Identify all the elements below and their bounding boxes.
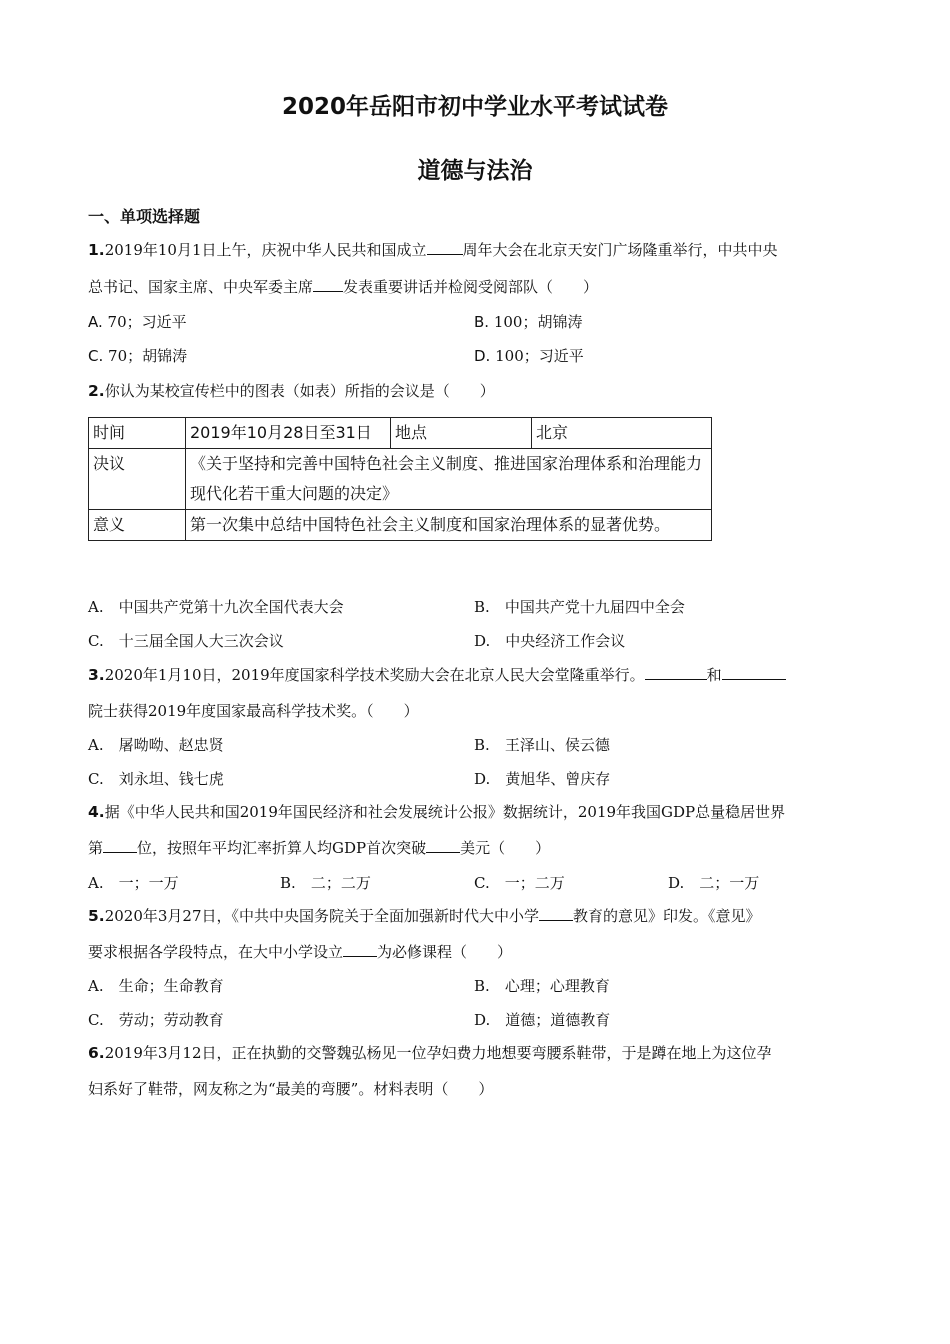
table-resolution-label: 决议 — [89, 449, 186, 510]
question-4-line-1: 4.据《中华人民共和国2019年国民经济和社会发展统计公报》数据统计，2019年我国GDP总量稳居世界 — [88, 803, 786, 821]
q2-option-b[interactable]: B. 中国共产党十九届四中全会 — [474, 598, 685, 616]
q4-option-a[interactable]: A. 一；一万 — [88, 874, 179, 892]
q3-option-d[interactable]: D. 黄旭华、曾庆存 — [474, 770, 611, 788]
q3-option-c[interactable]: C. 刘永坦、钱七虎 — [88, 770, 224, 788]
q4-option-c[interactable]: C. 一；二万 — [474, 874, 565, 892]
q3-option-b[interactable]: B. 王泽山、侯云德 — [474, 736, 610, 754]
answer-blank — [313, 277, 343, 292]
q1-option-b[interactable]: B. 100；胡锦涛 — [474, 313, 583, 331]
question-5-line-1: 5.2020年3月27日，《中共中央国务院关于全面加强新时代大中小学 教育的意见》印发。《意见》 — [88, 907, 761, 925]
table-place-label: 地点 — [391, 418, 532, 449]
question-3-line-2: 院士获得2019年度国家最高科学技术奖。（ ） — [88, 702, 419, 720]
q5-option-c[interactable]: C. 劳动；劳动教育 — [88, 1011, 224, 1029]
q5-option-d[interactable]: D. 道德；道德教育 — [474, 1011, 611, 1029]
question-3-line-1: 3.2020年1月10日，2019年度国家科学技术奖励大会在北京人民大会堂隆重举行。 和 — [88, 664, 786, 686]
answer-blank — [426, 838, 460, 853]
q2-option-c[interactable]: C. 十三届全国人大三次会议 — [88, 632, 284, 650]
q5-option-b[interactable]: B. 心理；心理教育 — [474, 977, 610, 995]
exam-title: 2020年岳阳市初中学业水平考试试卷 — [281, 94, 668, 120]
exam-subtitle: 道德与法治 — [417, 158, 533, 184]
question-4-line-2: 第 位，按照年平均汇率折算人均GDP首次突破 美元（ ） — [88, 839, 551, 857]
q1-option-c[interactable]: C. 70；胡锦涛 — [88, 347, 188, 365]
answer-blank — [343, 942, 377, 957]
question-6-line-2: 妇系好了鞋带，网友称之为“最美的弯腰”。材料表明（ ） — [88, 1080, 494, 1098]
table-resolution-value: 《关于坚持和完善中国特色社会主义制度、推进国家治理体系和治理能力现代化若干重大问题的决定》 — [186, 449, 712, 510]
q4-option-b[interactable]: B. 二；二万 — [280, 874, 371, 892]
section-heading: 一、单项选择题 — [88, 207, 201, 226]
answer-blank — [539, 906, 573, 921]
question-5-line-2: 要求根据各学段特点，在大中小学设立 为必修课程（ ） — [88, 943, 513, 961]
meeting-info-table — [88, 417, 712, 541]
answer-blank — [427, 240, 463, 255]
question-6-line-1: 6.2019年3月12日，正在执勤的交警魏弘杨见一位孕妇费力地想要弯腰系鞋带，于是蹲在地上为这位孕 — [88, 1044, 772, 1062]
table-place-value: 北京 — [532, 418, 712, 449]
question-2: 2.你认为某校宣传栏中的图表（如表）所指的会议是（ ） — [88, 382, 495, 400]
q1-option-d[interactable]: D. 100；习近平 — [474, 347, 584, 365]
answer-blank — [103, 838, 137, 853]
table-meaning-label: 意义 — [89, 510, 186, 541]
q4-option-d[interactable]: D. 二；一万 — [668, 874, 760, 892]
answer-blank — [645, 665, 707, 680]
q3-option-a[interactable]: A. 屠呦呦、赵忠贤 — [88, 736, 224, 754]
question-1-line-1: 1.2019年10月1日上午，庆祝中华人民共和国成立 周年大会在北京天安门广场隆重举行，中共中央 — [88, 241, 778, 259]
table-time-label: 时间 — [89, 418, 186, 449]
q2-option-d[interactable]: D. 中央经济工作会议 — [474, 632, 626, 650]
question-1-line-2: 总书记、国家主席、中央军委主席 发表重要讲话并检阅受阅部队（ ） — [88, 278, 599, 296]
q1-option-a[interactable]: A. 70；习近平 — [88, 313, 187, 331]
q2-option-a[interactable]: A. 中国共产党第十九次全国代表大会 — [88, 598, 344, 616]
answer-blank — [722, 665, 786, 680]
table-meaning-value: 第一次集中总结中国特色社会主义制度和国家治理体系的显著优势。 — [186, 510, 712, 541]
q5-option-a[interactable]: A. 生命；生命教育 — [88, 977, 224, 995]
table-time-value: 2019年10月28日至31日 — [186, 418, 391, 449]
